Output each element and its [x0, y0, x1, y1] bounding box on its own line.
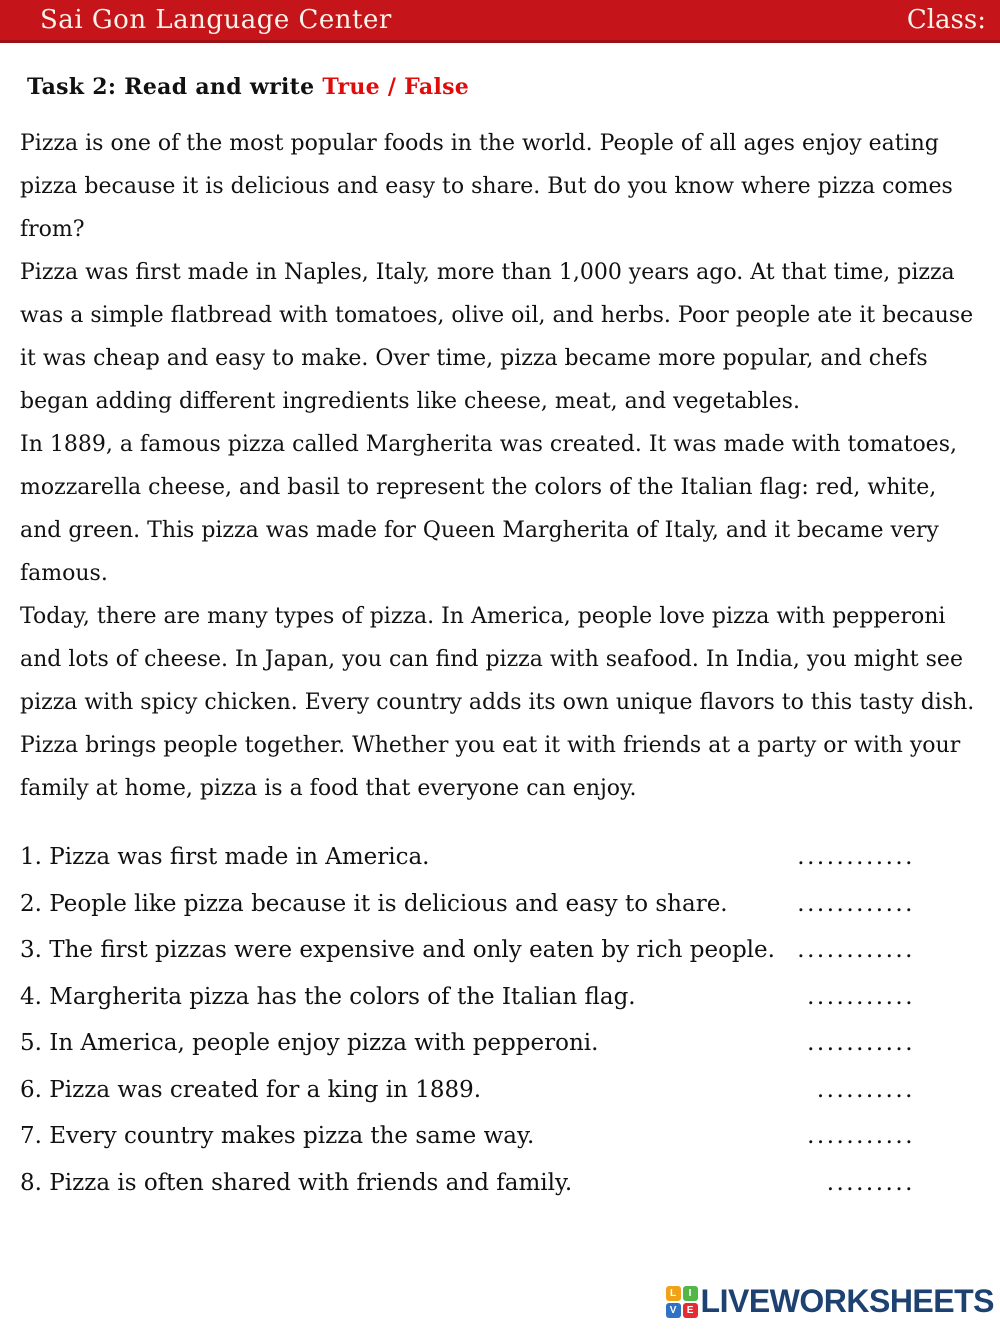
passage-paragraph: Today, there are many types of pizza. In America, people love pizza with pepperoni and lots of cheese. In Japan, you can find pizza with seafood. In India, you might see pizza with spicy chicken. Every country adds its own unique flavors to this tasty dish. [20, 604, 975, 715]
question-text [20, 834, 430, 881]
question-statement: Pizza is often shared with friends and family. [41, 1169, 573, 1196]
question-number: 1. [20, 844, 42, 870]
task-heading [27, 74, 1000, 100]
question-statement: Margherita pizza has the colors of the Italian flag. [41, 983, 636, 1010]
answer-blank-3[interactable]: ............ [797, 937, 915, 963]
question-row-7 [20, 1113, 915, 1160]
question-number: 5. [20, 1030, 42, 1056]
answer-blank-6[interactable]: .......... [816, 1076, 915, 1103]
question-statement: In America, people enjoy pizza with pepperoni. [41, 1030, 599, 1056]
liveworksheets-brand-text: LIVEWORKSHEETS [700, 1283, 994, 1319]
passage-paragraph: In 1889, a famous pizza called Margherita was created. It was made with tomatoes, mozzarella cheese, and basil to represent the colors of the Italian flag: red, white, and green. This pizza was made for Queen Margherita of Italy, and it became very famous. [20, 432, 957, 586]
question-statement: Pizza was first made in America. [41, 844, 430, 870]
question-row-4 [20, 974, 915, 1021]
passage-paragraph: Pizza is one of the most popular foods in the world. People of all ages enjoy eating pizza because it is delicious and easy to share. But do you know where pizza comes from? [20, 131, 953, 242]
question-statement: The first pizzas were expensive and only eaten by rich people. [41, 937, 775, 963]
question-text [20, 1160, 572, 1207]
answer-blank-1[interactable]: ............ [797, 844, 915, 870]
question-statement: People like pizza because it is delicious and easy to share. [41, 890, 728, 917]
question-text [20, 1067, 481, 1114]
logo-tile-i: I [683, 1286, 698, 1301]
question-statement: Every country makes pizza the same way. [41, 1123, 535, 1149]
answer-blank-2[interactable]: ............ [797, 890, 915, 917]
question-row-2 [20, 881, 915, 928]
center-name-title: Sai Gon Language Center [40, 5, 392, 35]
question-number: 8. [20, 1169, 42, 1196]
question-row-1 [20, 834, 915, 881]
question-text [20, 927, 775, 974]
reading-passage [0, 122, 1000, 810]
question-number: 4. [20, 983, 42, 1010]
header-banner [0, 0, 1000, 43]
logo-tile-e: E [683, 1303, 698, 1318]
question-row-6 [20, 1067, 915, 1114]
logo-tile-v: V [666, 1303, 681, 1318]
passage-paragraph: Pizza brings people together. Whether you eat it with friends at a party or with your family at home, pizza is a food that everyone can enjoy. [20, 733, 961, 801]
question-row-3 [20, 927, 915, 974]
class-label: Class: [906, 5, 986, 35]
questions-list [0, 834, 1000, 1206]
question-number: 3. [20, 937, 42, 963]
logo-tile-l: L [666, 1286, 681, 1301]
answer-blank-7[interactable]: ........... [807, 1123, 915, 1149]
task-true-false-label: True / False [322, 74, 470, 100]
question-statement: Pizza was created for a king in 1889. [41, 1076, 482, 1103]
question-text [20, 974, 636, 1021]
question-text [20, 1020, 598, 1067]
question-number: 6. [20, 1076, 42, 1103]
liveworksheets-logo[interactable] [666, 1283, 994, 1320]
answer-blank-4[interactable]: ........... [807, 983, 915, 1010]
question-number: 2. [20, 890, 42, 917]
liveworksheets-grid-icon [666, 1286, 698, 1318]
question-text [20, 881, 728, 928]
passage-paragraph: Pizza was first made in Naples, Italy, more than 1,000 years ago. At that time, pizza was a simple flatbread with tomatoes, olive oil, and herbs. Poor people ate it because it was cheap and easy to make. Over time, pizza became more popular, and chefs began adding different ingredients like cheese, meat, and vegetables. [20, 260, 974, 414]
question-row-8 [20, 1160, 915, 1207]
question-text [20, 1113, 534, 1160]
answer-blank-8[interactable]: ......... [826, 1169, 915, 1196]
answer-blank-5[interactable]: ........... [807, 1030, 915, 1056]
question-row-5 [20, 1020, 915, 1067]
question-number: 7. [20, 1123, 42, 1149]
task-label: Task 2: Read and write [27, 74, 323, 100]
